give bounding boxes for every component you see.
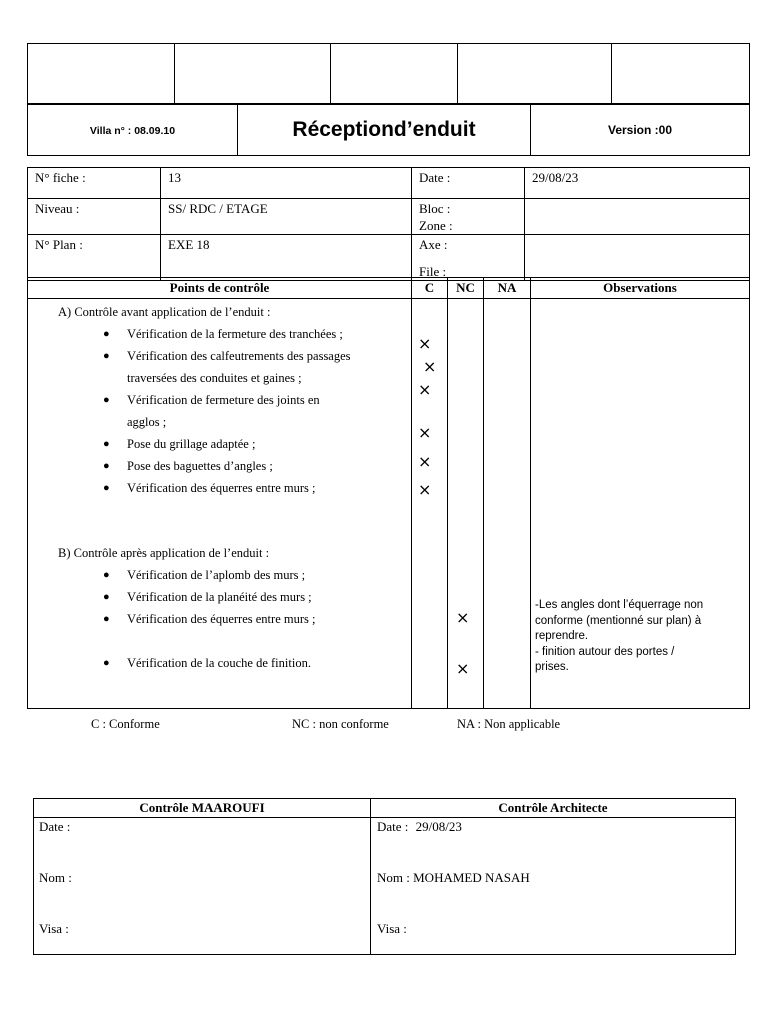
architecte-nom-label: Nom :: [377, 870, 410, 885]
bullet-dot: ●: [103, 350, 110, 362]
architecte-nom: [377, 870, 530, 886]
villa-number: Villa n° : 08.09.10: [89, 124, 176, 137]
fiche-label: N° fiche :: [35, 170, 86, 185]
architecte-date: [377, 819, 462, 835]
check-item: Pose du grillage adaptée ;: [127, 437, 256, 451]
observation-line: reprendre.: [535, 630, 589, 642]
architecte-date-value: 29/08/23: [415, 819, 462, 834]
plan-value-cell: [161, 235, 412, 281]
niveau-value: SS/ RDC / ETAGE: [168, 201, 268, 216]
axe-file-cell: [412, 235, 525, 281]
bloc-label: Bloc :: [419, 201, 451, 216]
check-item: Vérification des équerres entre murs ;: [127, 612, 316, 626]
plan-label: N° Plan :: [35, 237, 83, 252]
maaroufi-visa-label: Visa :: [39, 921, 69, 936]
axe-file-value-cell: [525, 235, 750, 281]
fiche-value: 13: [168, 170, 181, 185]
check-item: Vérification de la planéité des murs ;: [127, 590, 312, 604]
conforme-mark: ×: [418, 334, 432, 353]
check-item: Vérification des équerres entre murs ;: [127, 481, 316, 495]
bullet-dot: ●: [103, 591, 110, 603]
bullet-dot: ●: [103, 394, 110, 406]
date-label-cell: [412, 168, 525, 199]
fiche-value-cell: [161, 168, 412, 199]
architecte-header: Contrôle Architecte: [371, 799, 736, 818]
check-item-continued: agglos ;: [127, 415, 167, 429]
maaroufi-signature-cell: [34, 818, 371, 955]
architecte-nom-value: MOHAMED NASAH: [413, 870, 530, 885]
check-item: Vérification de fermeture des joints en: [127, 393, 320, 407]
col-observations: Observations: [531, 278, 750, 299]
col-na: NA: [484, 278, 531, 299]
niveau-label: Niveau :: [35, 201, 80, 216]
date-value: 29/08/23: [532, 170, 579, 185]
axe-label: Axe :: [419, 237, 448, 252]
version-cell: [531, 104, 750, 156]
non-conforme-mark: ×: [456, 608, 470, 627]
conforme-mark: ×: [423, 357, 437, 376]
plan-label-cell: [28, 235, 161, 281]
logo-cell-4: [458, 44, 612, 105]
check-item: Vérification de la couche de finition.: [127, 656, 311, 670]
fiche-label-cell: [28, 168, 161, 199]
logo-cell-1: [28, 44, 175, 105]
logo-cell-3: [331, 44, 458, 105]
conforme-mark: ×: [418, 423, 432, 442]
bullet-dot: ●: [103, 569, 110, 581]
bullet-dot: ●: [103, 460, 110, 472]
signature-table: [33, 798, 736, 955]
non-conforme-mark: ×: [456, 659, 470, 678]
bullet-dot: ●: [103, 657, 110, 669]
date-label: Date :: [419, 170, 451, 185]
legend-non-applicable: NA : Non applicable: [457, 717, 561, 731]
conforme-mark: ×: [418, 380, 432, 399]
legend-non-conforme: NC : non conforme: [292, 717, 389, 731]
architecte-signature-cell: [371, 818, 736, 955]
maaroufi-date-label: Date :: [39, 819, 71, 834]
observation-line: - finition autour des portes /: [535, 645, 675, 658]
info-table: [27, 167, 750, 281]
check-item: Pose des baguettes d’angles ;: [127, 459, 273, 473]
niveau-value-cell: [161, 199, 412, 235]
bullet-dot: ●: [103, 438, 110, 450]
header-title-row: [27, 103, 750, 156]
bullet-dot: ●: [103, 613, 110, 625]
legend-conforme: C : Conforme: [91, 717, 160, 731]
observation-line: prises.: [535, 661, 569, 673]
maaroufi-nom-label: Nom :: [39, 870, 72, 885]
page-title: Réceptiond’enduit: [292, 117, 476, 141]
bloc-zone-value-cell: [525, 199, 750, 235]
logo-cell-5: [612, 44, 750, 105]
title-cell: [238, 104, 531, 156]
plan-value: EXE 18: [168, 237, 210, 252]
col-c: C: [412, 278, 448, 299]
observations-text: [535, 598, 703, 676]
bloc-zone-cell: [412, 199, 525, 235]
observation-line: conforme (mentionné sur plan) à: [535, 614, 702, 627]
conforme-mark: ×: [418, 452, 432, 471]
maaroufi-header: Contrôle MAAROUFI: [34, 799, 371, 818]
architecte-visa-label: Visa :: [377, 921, 407, 936]
check-item-continued: traversées des conduites et gaines ;: [127, 371, 302, 385]
check-item: Vérification de l’aplomb des murs ;: [127, 568, 306, 582]
section-b-title: B) Contrôle après application de l’enduit :: [58, 546, 270, 560]
na-body: [484, 299, 531, 709]
nc-body: [448, 299, 484, 709]
conforme-mark: ×: [418, 480, 432, 499]
bullet-dot: ●: [103, 328, 110, 340]
architecte-date-label: Date :: [377, 819, 409, 834]
zone-label: Zone :: [419, 218, 453, 233]
version-label: Version :00: [607, 122, 673, 137]
col-nc: NC: [448, 278, 484, 299]
observation-line: -Les angles dont l’équerrage non: [535, 599, 704, 611]
bullet-dot: ●: [103, 482, 110, 494]
file-label: File :: [419, 264, 447, 279]
date-value-cell: [525, 168, 750, 199]
col-points: Points de contrôle: [28, 278, 412, 299]
check-item: Vérification de la fermeture des tranchées ;: [127, 327, 343, 341]
niveau-label-cell: [28, 199, 161, 235]
section-a-title: A) Contrôle avant application de l’enduit :: [58, 305, 271, 319]
check-item: Vérification des calfeutrements des passages: [127, 349, 351, 363]
header-logo-row: [27, 43, 750, 105]
villa-number-cell: [28, 104, 238, 156]
logo-cell-2: [175, 44, 331, 105]
